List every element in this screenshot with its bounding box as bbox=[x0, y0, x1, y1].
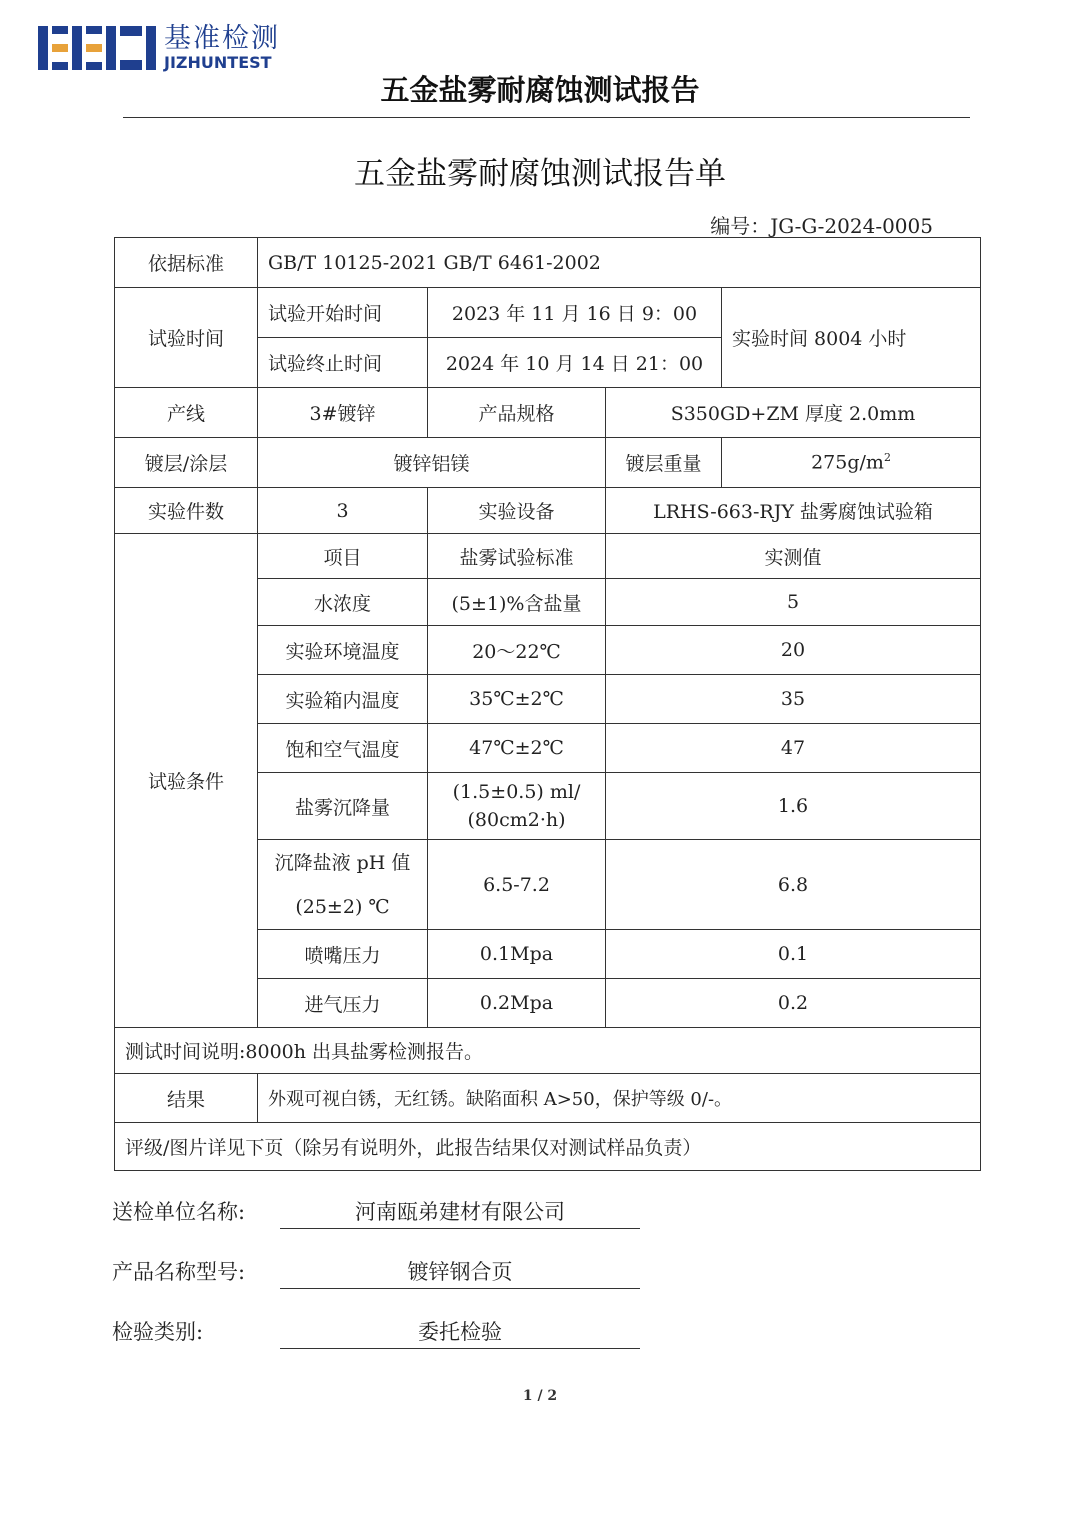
coating-weight-label: 镀层重量 bbox=[606, 438, 722, 488]
cond-header-item: 项目 bbox=[258, 534, 428, 579]
cond-standard: (1.5±0.5) ml/ (80cm2·h) bbox=[428, 773, 606, 840]
cond-value: 20 bbox=[606, 626, 981, 675]
start-time-value: 2023 年 11 月 16 日 9：00 bbox=[428, 288, 722, 338]
equipment-label: 实验设备 bbox=[428, 488, 606, 534]
result-value: 外观可视白锈，无红锈。缺陷面积 A>50，保护等级 0/-。 bbox=[258, 1074, 981, 1123]
footer-client bbox=[112, 1196, 565, 1226]
standard-label: 依据标准 bbox=[115, 238, 258, 288]
spec-label: 产品规格 bbox=[428, 388, 606, 438]
cond-value: 0.2 bbox=[606, 979, 981, 1028]
cond-item: 沉降盐液 pH 值 (25±2) ℃ bbox=[258, 840, 428, 930]
logo-cn-text: 基准检测 bbox=[164, 23, 280, 54]
coating-value: 镀锌铝镁 bbox=[258, 438, 606, 488]
cond-value: 6.8 bbox=[606, 840, 981, 930]
document-title: 五金盐雾耐腐蚀测试报告单 bbox=[354, 156, 726, 192]
table-row bbox=[115, 488, 981, 534]
equipment-value: LRHS-663-RJY 盐雾腐蚀试验箱 bbox=[606, 488, 981, 534]
end-time-value: 2024 年 10 月 14 日 21：00 bbox=[428, 338, 722, 388]
test-duration: 实验时间 8004 小时 bbox=[722, 288, 981, 388]
sample-count-value: 3 bbox=[258, 488, 428, 534]
line-label: 产线 bbox=[115, 388, 258, 438]
table-row bbox=[115, 238, 981, 288]
cond-item: 实验环境温度 bbox=[258, 626, 428, 675]
company-logo bbox=[38, 24, 280, 72]
logo-en-text: JIZHUNTEST bbox=[164, 53, 272, 72]
header-divider bbox=[123, 117, 970, 118]
document-number: 编号：JG-G-2024-0005 bbox=[710, 214, 933, 238]
table-row bbox=[115, 534, 981, 579]
footer-value: 镀锌钢合页 bbox=[280, 1256, 640, 1289]
cond-item: 喷嘴压力 bbox=[258, 930, 428, 979]
conditions-label: 试验条件 bbox=[115, 534, 258, 1028]
cond-standard: 0.2Mpa bbox=[428, 979, 606, 1028]
footer-label: 送检单位名称: bbox=[112, 1200, 246, 1224]
cond-value: 1.6 bbox=[606, 773, 981, 840]
sample-count-label: 实验件数 bbox=[115, 488, 258, 534]
footer-value: 委托检验 bbox=[280, 1316, 640, 1349]
test-time-label: 试验时间 bbox=[115, 288, 258, 388]
cond-standard: 47℃±2℃ bbox=[428, 724, 606, 773]
time-note: 测试时间说明:8000h 出具盐雾检测报告。 bbox=[115, 1028, 981, 1074]
cond-standard: 0.1Mpa bbox=[428, 930, 606, 979]
footer-label: 检验类别: bbox=[112, 1320, 204, 1344]
table-row bbox=[115, 438, 981, 488]
cond-standard: 20～22℃ bbox=[428, 626, 606, 675]
page-number: 1 / 2 bbox=[522, 1388, 558, 1404]
footer-product bbox=[112, 1256, 513, 1286]
standard-value: GB/T 10125-2021 GB/T 6461-2002 bbox=[258, 238, 981, 288]
cond-standard: (5±1)%含盐量 bbox=[428, 579, 606, 626]
logo-mark-icon bbox=[38, 26, 156, 70]
coating-label: 镀层/涂层 bbox=[115, 438, 258, 488]
cond-standard: 35℃±2℃ bbox=[428, 675, 606, 724]
footer-category bbox=[112, 1316, 502, 1346]
header-title: 五金盐雾耐腐蚀测试报告 bbox=[380, 73, 700, 107]
end-time-label: 试验终止时间 bbox=[258, 338, 428, 388]
result-label: 结果 bbox=[115, 1074, 258, 1123]
table-row bbox=[115, 1074, 981, 1123]
cond-item: 进气压力 bbox=[258, 979, 428, 1028]
table-row bbox=[115, 1123, 981, 1171]
footer-value: 河南瓯弟建材有限公司 bbox=[280, 1196, 640, 1229]
cond-value: 5 bbox=[606, 579, 981, 626]
footer-label: 产品名称型号: bbox=[112, 1260, 246, 1284]
remark: 评级/图片详见下页（除另有说明外，此报告结果仅对测试样品负责） bbox=[115, 1123, 981, 1171]
cond-value: 0.1 bbox=[606, 930, 981, 979]
cond-value: 47 bbox=[606, 724, 981, 773]
spec-value: S350GD+ZM 厚度 2.0mm bbox=[606, 388, 981, 438]
cond-value: 35 bbox=[606, 675, 981, 724]
table-row bbox=[115, 1028, 981, 1074]
cond-item: 水浓度 bbox=[258, 579, 428, 626]
cond-item: 实验箱内温度 bbox=[258, 675, 428, 724]
table-row bbox=[115, 288, 981, 338]
coating-weight-value: $275g/m^2$ bbox=[722, 438, 981, 488]
report-table bbox=[114, 237, 980, 1171]
start-time-label: 试验开始时间 bbox=[258, 288, 428, 338]
cond-item: 盐雾沉降量 bbox=[258, 773, 428, 840]
table-row bbox=[115, 388, 981, 438]
cond-header-standard: 盐雾试验标准 bbox=[428, 534, 606, 579]
cond-standard: 6.5-7.2 bbox=[428, 840, 606, 930]
cond-item: 饱和空气温度 bbox=[258, 724, 428, 773]
cond-header-value: 实测值 bbox=[606, 534, 981, 579]
line-value: 3#镀锌 bbox=[258, 388, 428, 438]
